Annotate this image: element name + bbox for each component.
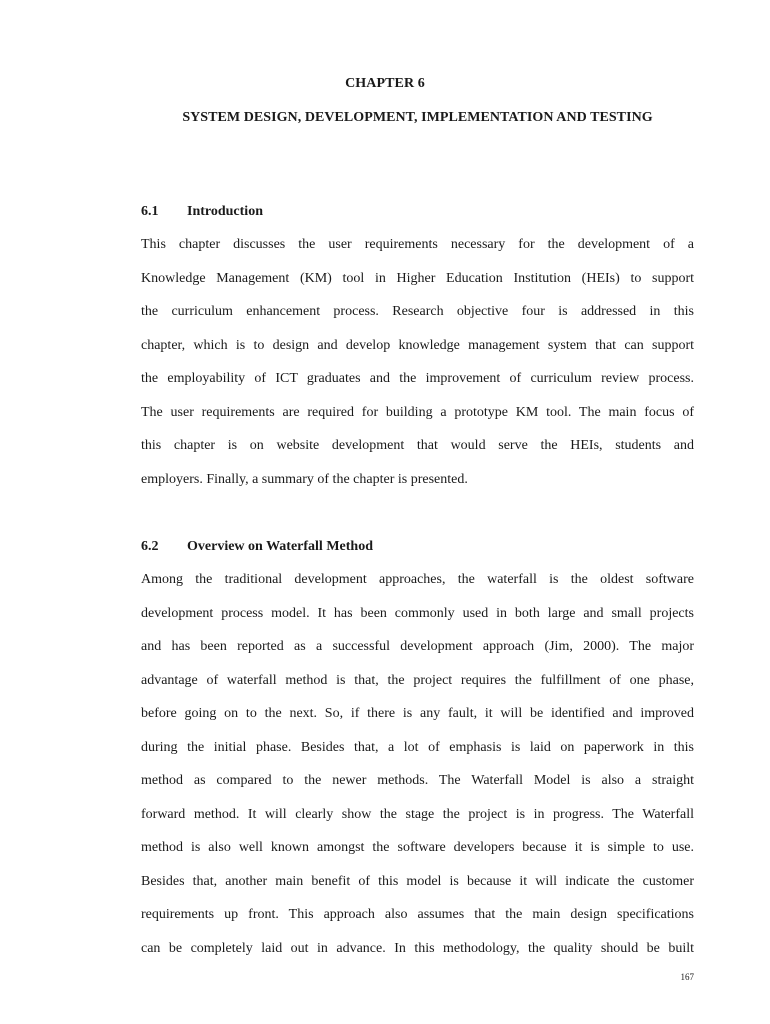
- section-heading-introduction: [141, 204, 263, 220]
- paragraph-line: and has been reported as a successful development approach (Jim, 2000). The major: [141, 639, 694, 654]
- paragraph-line: method is also well known amongst the software developers because it is simple to use.: [141, 840, 694, 855]
- paragraph-line: method as compared to the newer methods. The Waterfall Model is also a straight: [141, 773, 694, 788]
- paragraph-line: the employability of ICT graduates and the improvement of curriculum review process.: [141, 371, 694, 386]
- section-title: Introduction: [187, 204, 263, 219]
- paragraph-line: employers. Finally, a summary of the chapter is presented.: [141, 472, 468, 487]
- paragraph-line: during the initial phase. Besides that, a lot of emphasis is laid on paperwork in this: [141, 740, 694, 755]
- section-number: 6.2: [141, 539, 159, 554]
- section-number: 6.1: [141, 204, 159, 219]
- paragraph-line: this chapter is on website development that would serve the HEIs, students and: [141, 438, 694, 453]
- paragraph-line: Besides that, another main benefit of this model is because it will indicate the customer: [141, 874, 694, 889]
- paragraph-line: Among the traditional development approaches, the waterfall is the oldest software: [141, 572, 694, 587]
- paragraph-line: the curriculum enhancement process. Research objective four is addressed in this: [141, 304, 694, 319]
- paragraph-line: requirements up front. This approach also assumes that the main design specifications: [141, 907, 694, 922]
- section-heading-waterfall: [141, 539, 373, 555]
- chapter-title: SYSTEM DESIGN, DEVELOPMENT, IMPLEMENTATION AND TESTING: [182, 110, 653, 125]
- paragraph-line: can be completely laid out in advance. In this methodology, the quality should be built: [141, 941, 694, 956]
- page-number: 167: [680, 972, 694, 982]
- paragraph-line: This chapter discusses the user requirements necessary for the development of a: [141, 237, 694, 252]
- section-title: Overview on Waterfall Method: [187, 539, 373, 554]
- paragraph-line: development process model. It has been commonly used in both large and small projects: [141, 606, 694, 621]
- paragraph-line: forward method. It will clearly show the stage the project is in progress. The Waterfall: [141, 807, 694, 822]
- chapter-number: CHAPTER 6: [345, 76, 425, 91]
- paragraph-line: Knowledge Management (KM) tool in Higher Education Institution (HEIs) to support: [141, 271, 694, 286]
- paragraph-line: before going on to the next. So, if there is any fault, it will be identified and improved: [141, 706, 694, 721]
- paragraph-line: The user requirements are required for building a prototype KM tool. The main focus of: [141, 405, 694, 420]
- paragraph-line: chapter, which is to design and develop knowledge management system that can support: [141, 338, 694, 353]
- paragraph-line: advantage of waterfall method is that, the project requires the fulfillment of one phase,: [141, 673, 694, 688]
